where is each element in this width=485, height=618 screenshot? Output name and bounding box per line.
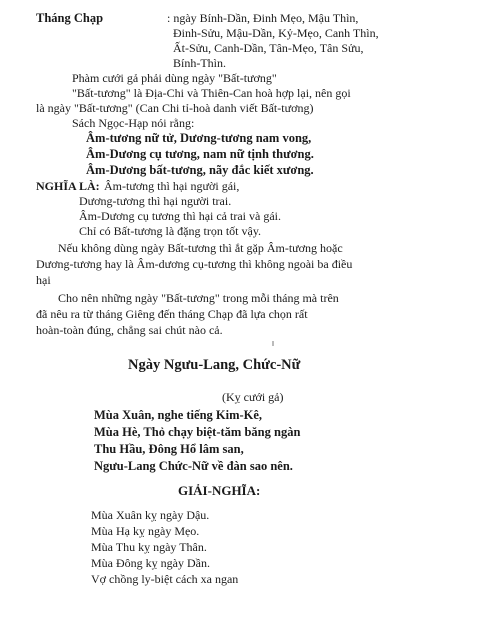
intro-line-2: "Bất-tương" là Địa-Chi và Thiên-Can hoà hợp lại, nên gọi xyxy=(72,86,351,100)
paragraph1-line-2: Dương-tương hay là Âm-dương cụ-tương thì không ngoài ba điều xyxy=(36,257,353,271)
month-days-line-3: Ất-Sửu, Canh-Dần, Tân-Mẹo, Tân Sửu, xyxy=(173,41,364,55)
paragraph1-line-1: Nếu không dùng ngày Bất-tương thì ắt gặp Âm-tương hoặc xyxy=(58,241,343,255)
section-title: Ngày Ngưu-Lang, Chức-Nữ xyxy=(128,357,301,373)
explain-line-3: Mùa Thu kỵ ngày Thân. xyxy=(91,540,207,554)
explain-title: GIẢI-NGHĨA: xyxy=(178,483,261,498)
intro-line-4: Sách Ngọc-Hạp nói rằng: xyxy=(72,116,195,130)
poem-line-1: Mùa Xuân, nghe tiếng Kim-Kê, xyxy=(94,408,263,422)
poem-line-2: Mùa Hè, Thỏ chạy biệt-tăm băng ngàn xyxy=(94,425,301,439)
explain-line-5: Vợ chồng ly-biệt cách xa ngan xyxy=(91,572,239,586)
explain-line-2: Mùa Hạ kỵ ngày Mẹo. xyxy=(91,524,200,538)
month-days-line-2: Đinh-Sửu, Mậu-Dần, Kỷ-Mẹo, Canh Thìn, xyxy=(173,26,379,40)
paragraph1-line-3: hại xyxy=(36,273,51,287)
meaning-line-3: Âm-Dương cụ tương thì hại cả trai và gái. xyxy=(79,209,281,223)
section-subtitle: (Kỵ cưới gả) xyxy=(222,390,284,404)
intro-line-1: Phàm cưới gả phải dùng ngày "Bất-tương" xyxy=(72,71,277,85)
meaning-line-1: Âm-tương thì hại người gái, xyxy=(104,179,240,193)
month-days-line-4: Bính-Thìn. xyxy=(173,56,226,70)
meaning-line-4: Chỉ có Bất-tương là đặng trọn tốt vậy. xyxy=(79,224,262,238)
paragraph2-line-2: đã nêu ra từ tháng Giêng đến tháng Chạp đã lựa chọn rất xyxy=(36,307,308,321)
month-label: Tháng Chạp xyxy=(36,11,104,25)
explain-line-4: Mùa Đông kỵ ngày Dần. xyxy=(91,556,210,570)
paragraph2-line-3: hoàn-toàn đúng, chẳng sai chút nào cả. xyxy=(36,323,223,337)
poem-line-4: Ngưu-Lang Chức-Nữ về đàn sao nên. xyxy=(94,459,293,473)
paragraph2-line-1: Cho nên những ngày "Bất-tương" trong mỗi tháng mà trên xyxy=(58,291,339,305)
verse-line-2: Âm-Dương cụ tương, nam nữ tịnh thương. xyxy=(86,147,314,161)
meaning-label: NGHĨA LÀ: xyxy=(36,179,100,193)
intro-line-3: là ngày "Bất-tương" (Can Chi tỉ-hoà danh viết Bất-tương) xyxy=(36,101,314,115)
meaning-line-2: Dương-tương thì hại người trai. xyxy=(79,194,232,208)
explain-line-1: Mùa Xuân kỵ ngày Dậu. xyxy=(91,508,210,522)
poem-line-3: Thu Hầu, Đông Hổ lâm san, xyxy=(94,442,244,456)
verse-line-1: Âm-tương nữ tử, Dương-tương nam vong, xyxy=(86,131,312,145)
verse-line-3: Âm-Dương bất-tương, nãy đắc kiết xương. xyxy=(86,163,314,177)
print-speck xyxy=(272,341,274,346)
month-days-line-1: : ngày Bính-Dần, Đinh Mẹo, Mậu Thìn, xyxy=(167,11,359,25)
